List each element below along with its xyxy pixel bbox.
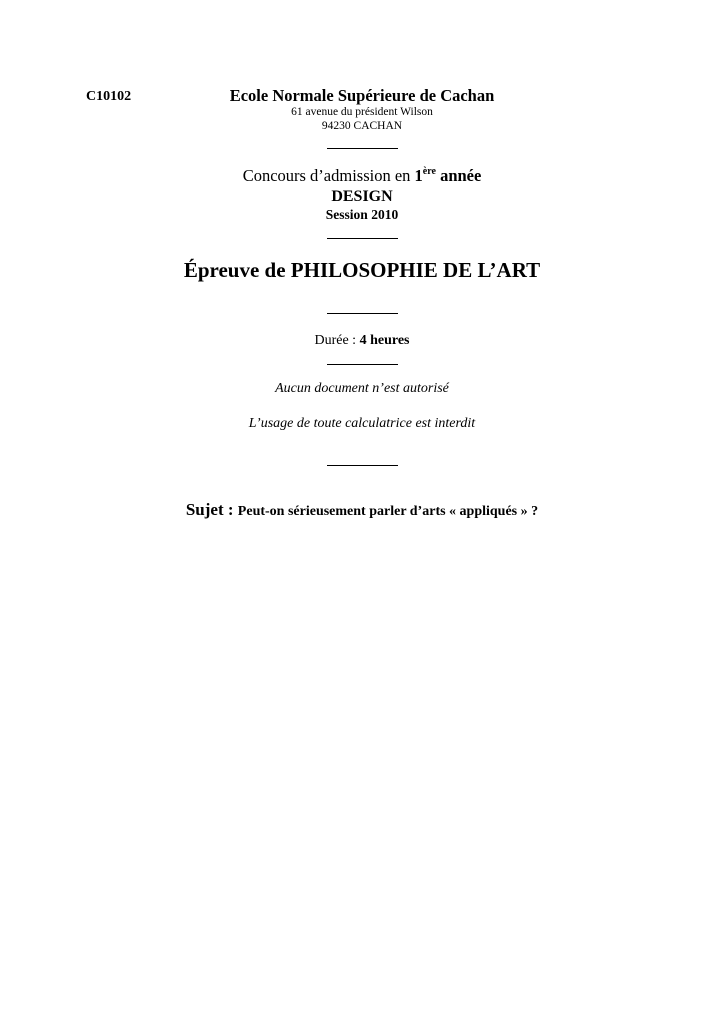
duration-line [0,333,724,349]
concours-prefix: Concours d’admission en [242,166,415,185]
school-address-line2: 94230 CACHAN [321,120,403,132]
duration-label: Durée : [314,333,360,348]
session-year: Session 2010 [325,207,399,222]
exam-code: C10102 [86,89,132,104]
duration-value: 4 heures [359,333,410,348]
school-name: Ecole Normale Supérieure de Cachan [229,86,495,105]
school-address-line1: 61 avenue du président Wilson [291,106,433,118]
rule-no-calculator: L’usage de toute calculatrice est interdit [248,416,476,431]
concours-number: 1 [414,166,423,185]
subject-line [0,500,724,520]
divider-line [327,465,398,466]
subject-label: Sujet : [185,500,238,519]
divider-line [327,364,398,365]
concours-year-word: année [440,166,482,185]
concours-line [0,166,724,186]
divider-line [327,313,398,314]
subject-question: Peut-on sérieusement parler d’arts « appliqués » ? [237,504,539,519]
divider-line [327,148,398,149]
exam-title: Épreuve de PHILOSOPHIE DE L’ART [183,258,541,282]
divider-line [327,238,398,239]
rule-no-documents: Aucun document n’est autorisé [275,381,449,396]
concours-superscript: ère [422,166,436,177]
track-name: DESIGN [331,188,393,205]
